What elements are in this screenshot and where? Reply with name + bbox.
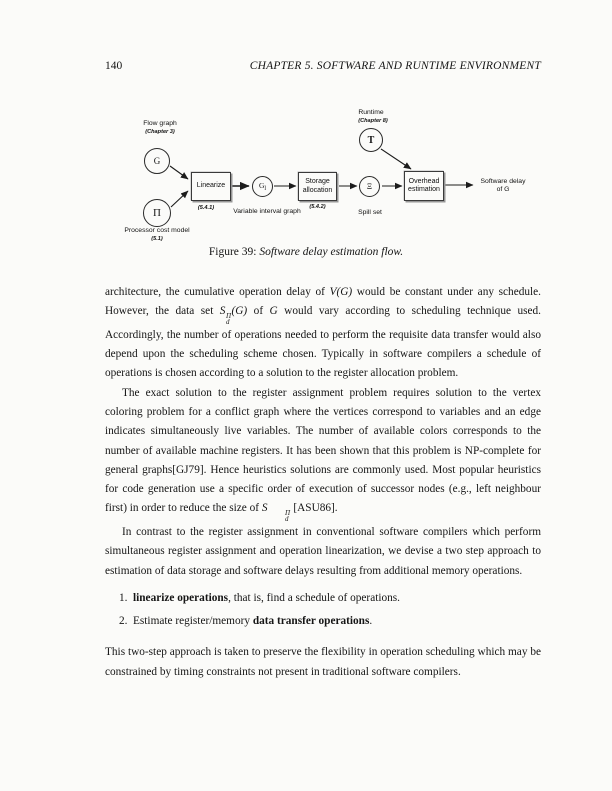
- list-item-1-number: 1.: [119, 591, 128, 604]
- software-delay-output-label: Software delay of G: [480, 178, 526, 194]
- list-item-2: [119, 612, 541, 631]
- numbered-list: [105, 589, 541, 632]
- flow-graph-label: Flow graph: [143, 120, 177, 127]
- variable-interval-graph-label: Variable interval graph: [233, 208, 301, 215]
- overhead-estimation-line1: Overhead: [408, 177, 440, 185]
- runtime-label: Runtime: [358, 109, 384, 116]
- storage-allocation-line2: allocation: [302, 186, 333, 194]
- gl-symbol: $G_l$: [258, 181, 267, 192]
- flow-graph-chapter-ref: (Chapter 3): [145, 129, 175, 135]
- figure-39-diagram: [100, 103, 570, 251]
- node-xi-circle: [359, 176, 380, 197]
- linearize-label: Linearize: [196, 182, 226, 190]
- overhead-estimation-box: [404, 171, 444, 201]
- figure-caption-prefix: Figure 39:: [208, 246, 260, 258]
- pi-symbol: Π: [153, 207, 161, 219]
- list-item-1-text: linearize operations, that is, find a schedule of operations.: [133, 591, 400, 604]
- paragraph-1: architecture, the cumulative operation delay of V(G) would be constant under any schedule. However, the data set S Π d (G) of G would vary according to scheduling technique used. Accordingly, the number of operations needed to perform the requisite data transfer would also depend upon the scheduling scheme chosen. Typically in software compilers a schedule of operations is chosen according to a solution to the register allocation problem.: [105, 286, 541, 380]
- figure-caption-text: Software delay estimation flow.: [259, 246, 404, 258]
- node-pi-circle: [143, 199, 171, 227]
- linearize-section-ref: (5.4.1): [197, 205, 215, 211]
- overhead-estimation-line2: estimation: [408, 186, 440, 193]
- node-t-circle: [359, 128, 383, 152]
- closing-paragraph: This two-step approach is taken to preserve the flexibility in operation scheduling which may be constrained by timing constraints not present in traditional software compilers.: [105, 646, 541, 678]
- body-text: [105, 283, 541, 682]
- paragraph-2: The exact solution to the register assignment problem requires solution to the vertex coloring problem for a conflict graph where the vertices correspond to variables and an edge indicates simultaneously live variables. The number of available colors corresponds to the number of available machine registers. It has been shown that this problem is NP-complete for general graphs[GJ79]. Hence heuristics solutions are commonly used. Most popular heuristics for code generation use a specific order of execution of successor nodes (e.g., left neighbour first) in order to reduce the size of S Π d [ASU86].: [105, 386, 541, 524]
- node-gl-circle: [252, 176, 273, 197]
- processor-cost-model-ref: (5.1): [151, 236, 163, 242]
- page-number: 140: [105, 60, 123, 72]
- storage-section-ref: (5.4.2): [309, 204, 326, 210]
- paragraph-3: In contrast to the register assignment in conventional software compilers which perform simultaneous register assignment and operation linearization, we devise a two step approach to estimation of data storage and software delays resulting from additional memory operations.: [105, 525, 541, 577]
- storage-allocation-box: [298, 172, 337, 201]
- processor-cost-model-label: Processor cost model: [124, 227, 190, 234]
- list-item-1: [119, 589, 541, 608]
- node-g-circle: [144, 148, 170, 174]
- t-symbol: T: [367, 134, 375, 146]
- g-symbol: G: [153, 156, 161, 166]
- linearize-box: [191, 172, 231, 201]
- xi-symbol: Ξ: [366, 182, 373, 191]
- storage-allocation-line1: Storage: [305, 178, 330, 186]
- list-item-2-number: 2.: [119, 615, 128, 628]
- page-header: [105, 60, 541, 72]
- figure-caption: [0, 246, 612, 258]
- runtime-chapter-ref: (Chapter 8): [358, 118, 388, 124]
- spill-set-label: Spill set: [358, 209, 382, 216]
- chapter-running-head: CHAPTER 5. SOFTWARE AND RUNTIME ENVIRONMENT: [249, 60, 541, 72]
- list-item-2-text: Estimate register/memory data transfer operations.: [133, 615, 373, 628]
